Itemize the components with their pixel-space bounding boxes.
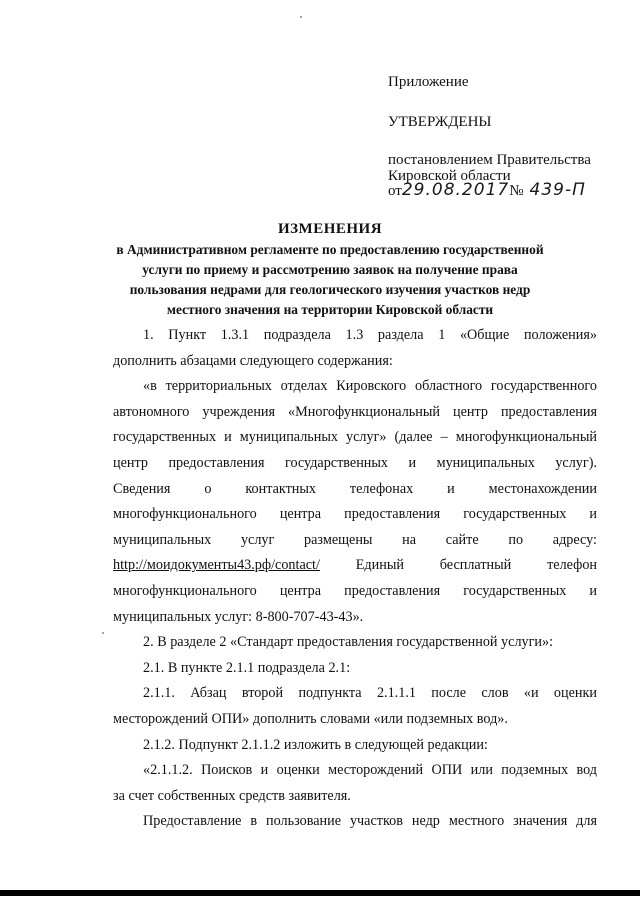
title-line-1: в Административном регламенте по предоставлению государственной [116,242,544,257]
p3-line-6: муниципальных услуг: 8-800-707-43-43». [113,608,364,625]
p2-line-3: государственных и муниципальных услуг» (далее – многофункциональный [113,429,597,446]
title-main: ИЗМЕНЕНИЯ [277,221,383,237]
handwritten-date: 29.08.2017 [401,180,510,200]
p2-line-2: автономного учреждения «Многофункциональный центр предоставления [113,403,597,420]
p8-line-2: за счет собственных средств заявителя. [113,787,351,804]
p9: Предоставление в пользование участков недр местного значения для [143,813,597,830]
p2-line-1: «в территориальных отделах Кировского областного государственного [143,378,597,395]
p1-line-1: 1. Пункт 1.3.1 подраздела 1.3 раздела 1 «Общие положения» [143,327,597,343]
p3-line-3: муниципальных услуг размещены на сайте по адресу: [113,531,597,548]
scan-bottom-edge [0,890,640,896]
decree-line-1: постановлением Правительства [388,152,591,168]
title-line-4: местного значения на территории Кировской области [166,302,494,317]
p3-line-5: многофункционального центра предоставления государственных и [113,582,597,599]
p6-line-1: 2.1.1. Абзац второй подпункта 2.1.1.1 после слов «и оценки [143,685,597,702]
scan-speck [102,632,104,634]
p3-line-2: многофункционального центра предоставления государственных и [113,506,597,523]
document-title [60,220,600,319]
approved-label: УТВЕРЖДЕНЫ [388,114,492,130]
document-body [113,323,597,835]
p7: 2.1.2. Подпункт 2.1.1.2 изложить в следующей редакции: [143,736,488,753]
p2-line-4: центр предоставления государственных и муниципальных услуг). [113,454,597,471]
p3-line-4 [113,553,597,579]
handwritten-number: 439-П [529,180,586,200]
p1-line-2: дополнить абзацами следующего содержания: [113,352,393,369]
decree-date-line [388,182,586,200]
p5: 2.1. В пункте 2.1.1 подраздела 2.1: [143,659,351,676]
title-line-3: пользования недрами для геологического изучения участков недр [129,282,531,297]
mfc-website-link[interactable]: http://моидокументы43.рф/contact/ [113,557,320,574]
p3-line-4-tail: Единый бесплатный телефон [355,557,597,574]
appendix-label: Приложение [388,74,469,90]
scan-speck [300,16,302,18]
p4: 2. В разделе 2 «Стандарт предоставления государственной услуги»: [143,634,554,651]
decree-line-2: Кировской области [388,168,511,184]
number-prefix: № [509,183,524,199]
p3-line-1: Сведения о контактных телефонах и местонахождении [113,480,597,497]
date-prefix: от [388,183,402,199]
p6-line-2: месторождений ОПИ» дополнить словами «или подземных вод». [113,710,508,727]
p8-line-1: «2.1.1.2. Поисков и оценки месторождений ОПИ или подземных вод [143,762,597,779]
title-line-2: услуги по приему и рассмотрению заявок на получение права [142,262,518,277]
